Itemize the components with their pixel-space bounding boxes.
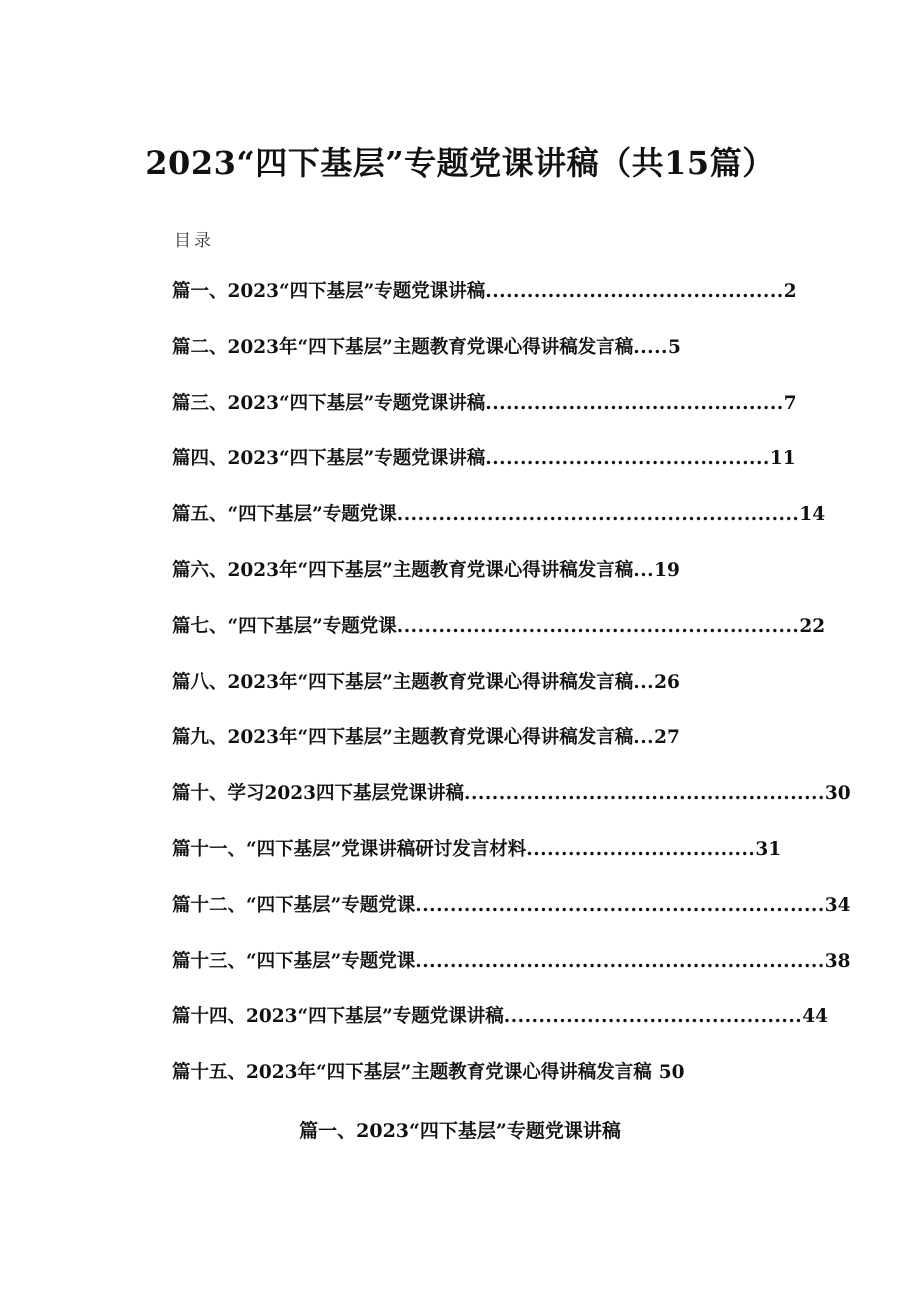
toc-entry[interactable]	[172, 830, 782, 886]
toc-entry-leader: ...........................................	[503, 1006, 803, 1028]
table-of-contents	[172, 272, 851, 1109]
toc-entry[interactable]	[172, 384, 797, 440]
toc-entry-title: 篇四、2023“四下基层”专题党课讲稿	[172, 448, 486, 470]
toc-entry-leader: ...........................................................	[415, 894, 825, 916]
toc-entry-leader: ...........................................	[485, 392, 784, 414]
toc-entry-title: 篇一、2023“四下基层”专题党课讲稿	[172, 281, 486, 302]
toc-entry-leader: ...........................................	[485, 281, 784, 302]
toc-entry-leader: ...	[633, 727, 655, 749]
toc-entry-leader: ...	[633, 559, 655, 581]
toc-entry-page: 11	[769, 448, 796, 470]
toc-entry-leader: ..........................................................	[396, 615, 800, 637]
section-heading: 篇一、2023“四下基层”专题党课讲稿	[299, 1120, 621, 1142]
toc-entry[interactable]	[172, 439, 796, 495]
toc-entry-title: 篇二、2023年“四下基层”主题教育党课心得讲稿发言稿	[172, 336, 634, 358]
toc-entry-page: 2	[783, 281, 797, 302]
toc-entry-title: 篇三、2023“四下基层”专题党课讲稿	[172, 392, 486, 414]
toc-entry-page: 34	[824, 894, 851, 916]
toc-entry-page: 22	[799, 615, 826, 637]
toc-entry-title: 篇十五、2023年“四下基层”主题教育党课心得讲稿发言稿	[172, 1062, 652, 1084]
toc-entry[interactable]	[172, 997, 828, 1053]
toc-entry[interactable]	[172, 607, 826, 663]
toc-entry-leader: ...........................................................	[415, 950, 825, 972]
toc-entry[interactable]	[172, 495, 826, 551]
toc-entry-page: 27	[654, 727, 680, 749]
document-title: 2023“四下基层”专题党课讲稿（共15篇）	[145, 144, 775, 182]
toc-entry[interactable]	[172, 272, 797, 328]
toc-entry-leader: .........................................	[485, 448, 770, 470]
toc-entry-title: 篇十三、“四下基层”专题党课	[172, 950, 416, 972]
toc-entry-page: 30	[824, 783, 851, 805]
toc-entry[interactable]	[172, 663, 772, 719]
toc-entry-leader: .................................	[526, 838, 756, 860]
toc-entry-title: 篇五、“四下基层”专题党课	[172, 504, 397, 526]
toc-entry-leader: ..........................................................	[396, 504, 800, 526]
toc-entry-page: 26	[654, 671, 680, 693]
toc-entry-title: 篇九、2023年“四下基层”主题教育党课心得讲稿发言稿	[172, 727, 634, 749]
toc-entry-page: 7	[783, 392, 797, 414]
toc-entry-title: 篇七、“四下基层”专题党课	[172, 615, 397, 637]
toc-entry[interactable]	[172, 551, 772, 607]
toc-entry-title: 篇十一、“四下基层”党课讲稿研讨发言材料	[172, 838, 527, 860]
toc-entry[interactable]	[172, 718, 772, 774]
toc-entry[interactable]	[172, 774, 851, 830]
toc-entry-leader: ....................................................	[464, 783, 825, 805]
toc-entry-title: 篇十二、“四下基层”专题党课	[172, 894, 416, 916]
toc-entry-title: 篇十四、2023“四下基层”专题党课讲稿	[172, 1006, 504, 1028]
toc-entry-page: 50	[658, 1062, 685, 1084]
toc-entry-title: 篇十、学习2023四下基层党课讲稿	[172, 783, 464, 805]
toc-entry-page: 31	[755, 838, 782, 860]
toc-entry-page: 44	[802, 1006, 828, 1028]
toc-entry[interactable]	[172, 328, 772, 384]
toc-entry[interactable]	[172, 886, 851, 942]
toc-entry-page: 19	[654, 559, 680, 581]
toc-label: 目录	[174, 231, 214, 251]
toc-entry-page: 14	[799, 504, 826, 526]
toc-entry-leader: .....	[633, 336, 668, 358]
toc-entry-leader: ...	[633, 671, 655, 693]
toc-entry-page: 38	[824, 950, 851, 972]
toc-entry[interactable]	[172, 1053, 772, 1109]
toc-entry[interactable]	[172, 942, 851, 998]
toc-entry-title: 篇六、2023年“四下基层”主题教育党课心得讲稿发言稿	[172, 559, 634, 581]
toc-entry-title: 篇八、2023年“四下基层”主题教育党课心得讲稿发言稿	[172, 671, 634, 693]
toc-entry-leader	[652, 1062, 659, 1083]
toc-entry-page: 5	[668, 336, 681, 358]
